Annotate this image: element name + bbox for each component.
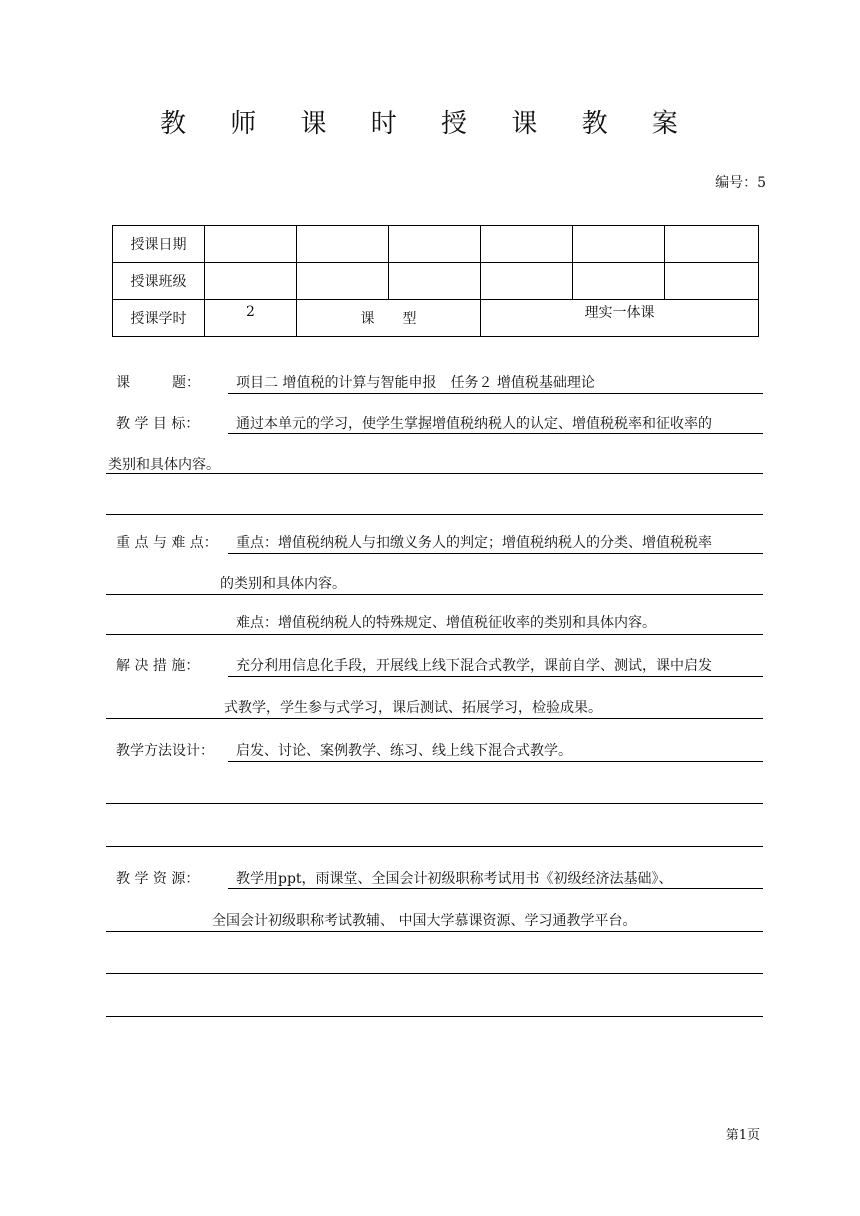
blank-rule xyxy=(106,1016,763,1017)
methods-text: 启发、讨论、案例教学、练习、线上线下混合式教学。 xyxy=(236,743,572,759)
hours-label: 授课学时 xyxy=(113,300,205,337)
class-label: 授课班级 xyxy=(113,263,205,300)
objective-text-line1: 通过本单元的学习，使学生掌握增值税纳税人的认定、增值税税率和征收率的 xyxy=(236,416,712,432)
resources-text-line2: 全国会计初级职称考试教辅、 中国大学慕课资源、学习通教学平台。 xyxy=(212,913,637,929)
topic-underline xyxy=(228,393,763,394)
solutions-underline-1 xyxy=(228,676,763,677)
key-points-text-line3: 难点：增值税纳税人的特殊规定、增值税征收率的类别和具体内容。 xyxy=(236,615,656,631)
objective-underline-2 xyxy=(106,473,763,474)
solutions-label: 解 决 措 施： xyxy=(116,658,200,674)
page-number: 第1页 xyxy=(725,1128,760,1143)
blank-rule xyxy=(106,973,763,974)
blank-rule xyxy=(106,514,763,515)
key-points-underline-1 xyxy=(228,553,763,554)
resources-underline-1 xyxy=(228,888,763,889)
serial-label: 编号： xyxy=(715,175,758,191)
date-cell xyxy=(297,226,389,263)
topic-text: 项目二 增值税的计算与智能申报 任务２ 增值税基础理论 xyxy=(236,375,595,391)
serial-number xyxy=(715,172,766,192)
serial-value: 5 xyxy=(757,175,766,191)
class-cell xyxy=(481,263,573,300)
type-label: 课 型 xyxy=(297,300,481,337)
class-cell xyxy=(389,263,481,300)
topic-label: 课 题： xyxy=(116,375,200,391)
date-cell xyxy=(573,226,665,263)
class-cell xyxy=(573,263,665,300)
hours-value: 2 xyxy=(246,304,255,320)
solutions-text-line1: 充分利用信息化手段，开展线上线下混合式教学，课前自学、测试，课中启发 xyxy=(236,658,712,674)
objective-text-line2: 类别和具体内容。 xyxy=(108,457,220,473)
class-cell xyxy=(205,263,297,300)
class-cell xyxy=(665,263,759,300)
type-value: 理实一体课 xyxy=(584,305,655,321)
objective-underline-1 xyxy=(228,433,763,434)
objective-label: 教 学 目 标： xyxy=(116,416,200,432)
resources-text-line1: 教学用ppt，雨课堂、全国会计初级职称考试用书《初级经济法基础》、 xyxy=(236,871,673,887)
type-cell xyxy=(481,300,759,337)
solutions-text-line2: 式教学，学生参与式学习，课后测试、拓展学习，检验成果。 xyxy=(224,700,602,716)
resources-underline-2 xyxy=(106,931,763,932)
blank-rule xyxy=(106,846,763,847)
blank-rule xyxy=(106,803,763,804)
key-points-underline-3 xyxy=(106,634,763,635)
key-points-label: 重 点 与 难 点： xyxy=(116,535,218,551)
solutions-underline-2 xyxy=(106,718,763,719)
resources-label: 教 学 资 源： xyxy=(116,871,200,887)
document-title: 教 师 课 时 授 课 教 案 xyxy=(160,109,696,139)
table-row-date xyxy=(113,226,759,263)
class-info-table xyxy=(112,225,759,337)
methods-underline xyxy=(228,761,763,762)
key-points-text-line1: 重点：增值税纳税人与扣缴义务人的判定；增值税纳税人的分类、增值税税率 xyxy=(236,535,712,551)
date-cell xyxy=(389,226,481,263)
methods-label: 教学方法设计： xyxy=(116,743,214,759)
key-points-text-line2: 的类别和具体内容。 xyxy=(220,576,346,592)
class-cell xyxy=(297,263,389,300)
table-row-class xyxy=(113,263,759,300)
date-cell xyxy=(665,226,759,263)
date-label: 授课日期 xyxy=(113,226,205,263)
table-row-hours xyxy=(113,300,759,337)
hours-cell xyxy=(205,300,297,337)
date-cell xyxy=(481,226,573,263)
key-points-underline-2 xyxy=(106,594,763,595)
date-cell xyxy=(205,226,297,263)
